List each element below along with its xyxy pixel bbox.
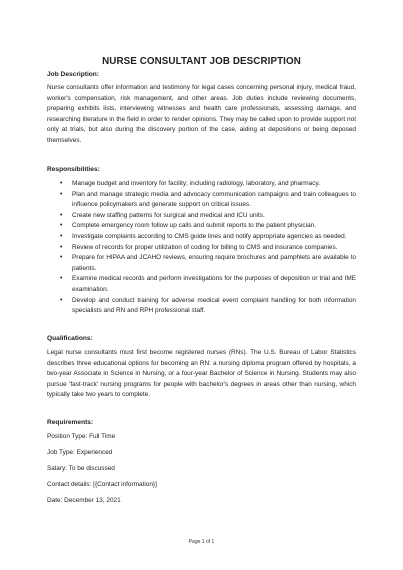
list-item [47, 179, 356, 190]
bullet-icon: • [60, 190, 63, 198]
requirement-salary: Salary: To be discussed [47, 465, 115, 472]
qualifications-heading: Qualifications: [47, 335, 93, 342]
list-item [47, 190, 356, 211]
list-item-text: Develop and conduct training for adverse medical event complaint handling for both information specialists and RN and RPH professional staff. [72, 296, 356, 315]
list-item [47, 211, 356, 222]
requirement-job-type: Job Type: Experienced [47, 449, 113, 456]
bullet-icon: • [60, 180, 63, 187]
requirement-contact-details: Contact details: [{Contact information}] [47, 481, 157, 488]
requirements-heading: Requirements: [47, 419, 94, 426]
list-item [47, 296, 356, 317]
list-item [47, 243, 356, 254]
list-item [47, 253, 356, 274]
bullet-icon: • [60, 275, 63, 283]
bullet-icon: • [60, 222, 63, 230]
job-description-heading: Job Description: [47, 71, 100, 78]
bullet-icon: • [60, 211, 63, 219]
list-item-text: Review of records for proper utilization of coding for billing to CMS and insurance companies. [72, 243, 338, 251]
bullet-icon: • [60, 296, 63, 304]
requirement-date: Date: December 13, 2021 [47, 497, 121, 504]
document-title: NURSE CONSULTANT JOB DESCRIPTION [102, 56, 301, 67]
responsibilities-heading: Responsibilities: [47, 166, 100, 173]
job-description-text: Nurse consultants offer information and testimony for legal cases concerning personal injury, medical fraud, worker's compensation, risk management, and other areas. Job duties include reviewing documents, preparing exhibits lists, interviewing witnesses and health care professionals, assessing damage, and researching literature in the field in order to render opinions. They may be called upon to provide support not only at trials, but also during the discovery portion of the case, aiding at depositions or being deposed themselves. [47, 84, 356, 144]
list-item [47, 221, 356, 232]
list-item-text: Complete emergency room follow up calls and submit reports to the patient physician. [72, 222, 317, 230]
bullet-icon: • [60, 254, 63, 262]
list-item-text: Examine medical records and perform investigations for the purposes of deposition or trial and IME examination. [72, 275, 356, 293]
list-item-text: Plan and manage strategic media and advocacy communication campaigns and train colleagues to influence policymakers and generate support on critical issues. [72, 190, 356, 209]
list-item [47, 274, 356, 295]
list-item-text: Prepare for HIPAA and JCAHO reviews, ensuring require brochures and pamphlets are available to patients. [72, 254, 356, 272]
bullet-icon: • [60, 243, 63, 251]
bullet-icon: • [60, 232, 63, 240]
responsibilities-list [47, 179, 356, 317]
page-number: Page 1 of 1 [188, 539, 215, 545]
list-item [47, 232, 356, 243]
list-item-text: Create new staffing patterns for surgical and medical and ICU units. [72, 211, 265, 219]
requirement-position-type: Position Type: Full Time [47, 433, 116, 440]
qualifications-text: Legal nurse consultants must first become registered nurses (RNs). The U.S. Bureau of Labor Statistics describes three educational options for becoming an RN: a nursing diploma program offered by hospitals, a two-year Associate in Science in Nursing, or a four-year Bachelor of Science in Nursing. Students may also pursue 'fast-track' nursing programs for people with bachelor's degrees in areas other than nursing, which typically take two years to complete. [47, 349, 356, 399]
list-item-text: Investigate complaints according to CMS guide lines and notify appropriate agencies as needed. [72, 232, 347, 240]
list-item-text: Manage budget and inventory for facility; including radiology, laboratory, and pharmacy. [72, 180, 320, 187]
